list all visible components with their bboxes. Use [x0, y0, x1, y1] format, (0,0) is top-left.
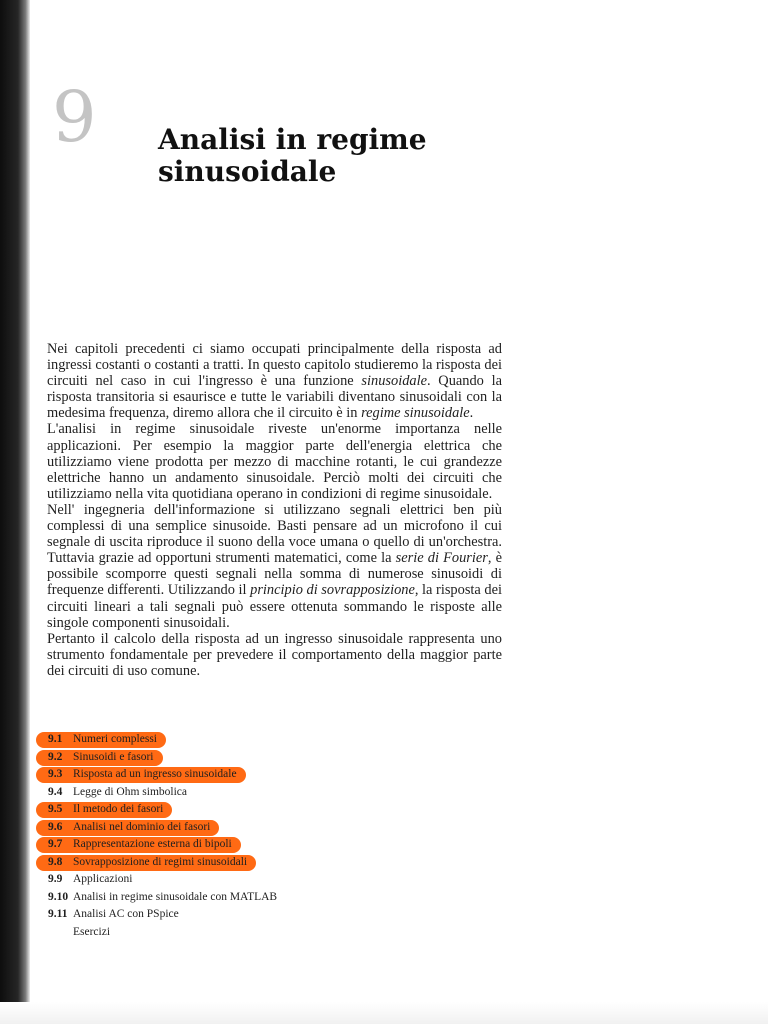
intro-paragraph [47, 502, 502, 631]
section-number: 9.10 [48, 890, 69, 903]
section-title: Analisi in regime sinusoidale con MATLAB [73, 890, 278, 903]
section-title: Legge di Ohm simbolica [73, 785, 188, 798]
section-item[interactable] [48, 836, 368, 854]
emphasized-term: principio di sovrapposizione [250, 582, 415, 599]
section-title: Il metodo dei fasori [73, 803, 164, 815]
paragraph-text: . [469, 405, 474, 422]
intro-paragraph [47, 631, 502, 679]
section-item[interactable] [48, 749, 368, 767]
paragraph-text: . Quando la risposta transitoria si esaurisce e tutte le variabili diventano sinusoidali con la medesima frequenza, diremo allora che il circuito è in [47, 373, 502, 422]
emphasized-term: regime sinusoidale [361, 405, 470, 422]
section-item[interactable] [48, 889, 368, 907]
chapter-title: Analisi in regime sinusoidale [158, 123, 427, 188]
section-number: 9.11 [48, 908, 68, 920]
section-item[interactable] [48, 819, 368, 837]
page-bottom-edge [0, 1002, 768, 1024]
section-number: 9.5 [48, 803, 63, 815]
emphasized-term: sinusoidale [361, 373, 427, 390]
section-title: Numeri complessi [73, 733, 157, 745]
section-number: 9.2 [48, 750, 63, 763]
section-number: 9.3 [48, 768, 63, 780]
section-item[interactable] [48, 871, 368, 889]
paragraph-text: Nei capitoli precedenti ci siamo occupati principalmente della risposta ad ingressi costanti o costanti a tratti. In questo capitolo studieremo la risposta dei circuiti nel caso in cui l'ingresso è una funzione [47, 341, 502, 390]
section-title: Rappresentazione esterna di bipoli [73, 838, 232, 850]
section-title: Applicazioni [73, 873, 133, 885]
section-item[interactable] [48, 906, 368, 924]
section-item[interactable] [48, 766, 368, 784]
section-item[interactable] [48, 731, 368, 749]
section-number: 9.4 [48, 785, 63, 798]
section-title: Analisi nel dominio dei fasori [73, 820, 211, 833]
section-title: Analisi AC con PSpice [73, 908, 179, 920]
section-list [48, 731, 368, 941]
section-title: Sovrapposizione di regimi sinusoidali [73, 855, 248, 868]
chapter-number: 9 [52, 76, 97, 158]
paragraph-text: Pertanto il calcolo della risposta ad un ingresso sinusoidale rappresenta uno strumento fondamentale per prevedere il comportamento della maggior parte dei circuiti di uso comune. [47, 630, 502, 679]
paragraph-text: Nell' ingegneria dell'informazione si utilizzano segnali elettrici ben più complessi di una semplice sinusoide. Basti pensare ad un microfono il cui segnale di uscita riproduce il suono della voce umana o quello di un'orchestra. Tuttavia grazie ad opportuni strumenti matematici, come la [47, 501, 502, 567]
intro-paragraph [47, 341, 502, 421]
section-item[interactable] [48, 801, 368, 819]
section-number: 9.9 [48, 873, 63, 885]
section-item[interactable] [48, 854, 368, 872]
intro-paragraph [47, 421, 502, 501]
section-number: 9.7 [48, 838, 63, 850]
section-number: 9.8 [48, 855, 63, 868]
chapter-intro [47, 341, 502, 679]
paragraph-text: , è possibile scomporre questi segnali nella somma di numerose sinusoidi di frequenze differenti. Utilizzando il [47, 550, 502, 599]
section-item[interactable] [48, 924, 368, 942]
section-title: Esercizi [73, 925, 111, 938]
section-item[interactable] [48, 784, 368, 802]
section-title: Risposta ad un ingresso sinusoidale [73, 768, 237, 780]
section-number: 9.1 [48, 733, 63, 745]
page-binding-edge [0, 0, 30, 1024]
section-title: Sinusoidi e fasori [73, 750, 154, 763]
paragraph-text: L'analisi in regime sinusoidale riveste un'enorme importanza nelle applicazioni. Per esempio la maggior parte dell'energia elettrica che utilizziamo viene prodotta per mezzo di macchine rotanti, le cui grandezze elettriche hanno un andamento sinusoidale. Perciò molti dei circuiti che utilizziamo nella vita quotidiana operano in condizioni di regime sinusoidale. [47, 421, 502, 502]
section-number: 9.6 [48, 820, 63, 833]
paragraph-text: , la risposta dei circuiti lineari a tali segnali può essere ottenuta sommando le risposte alle singole componenti sinusoidali. [47, 582, 502, 631]
emphasized-term: serie di Fourier [395, 550, 488, 567]
